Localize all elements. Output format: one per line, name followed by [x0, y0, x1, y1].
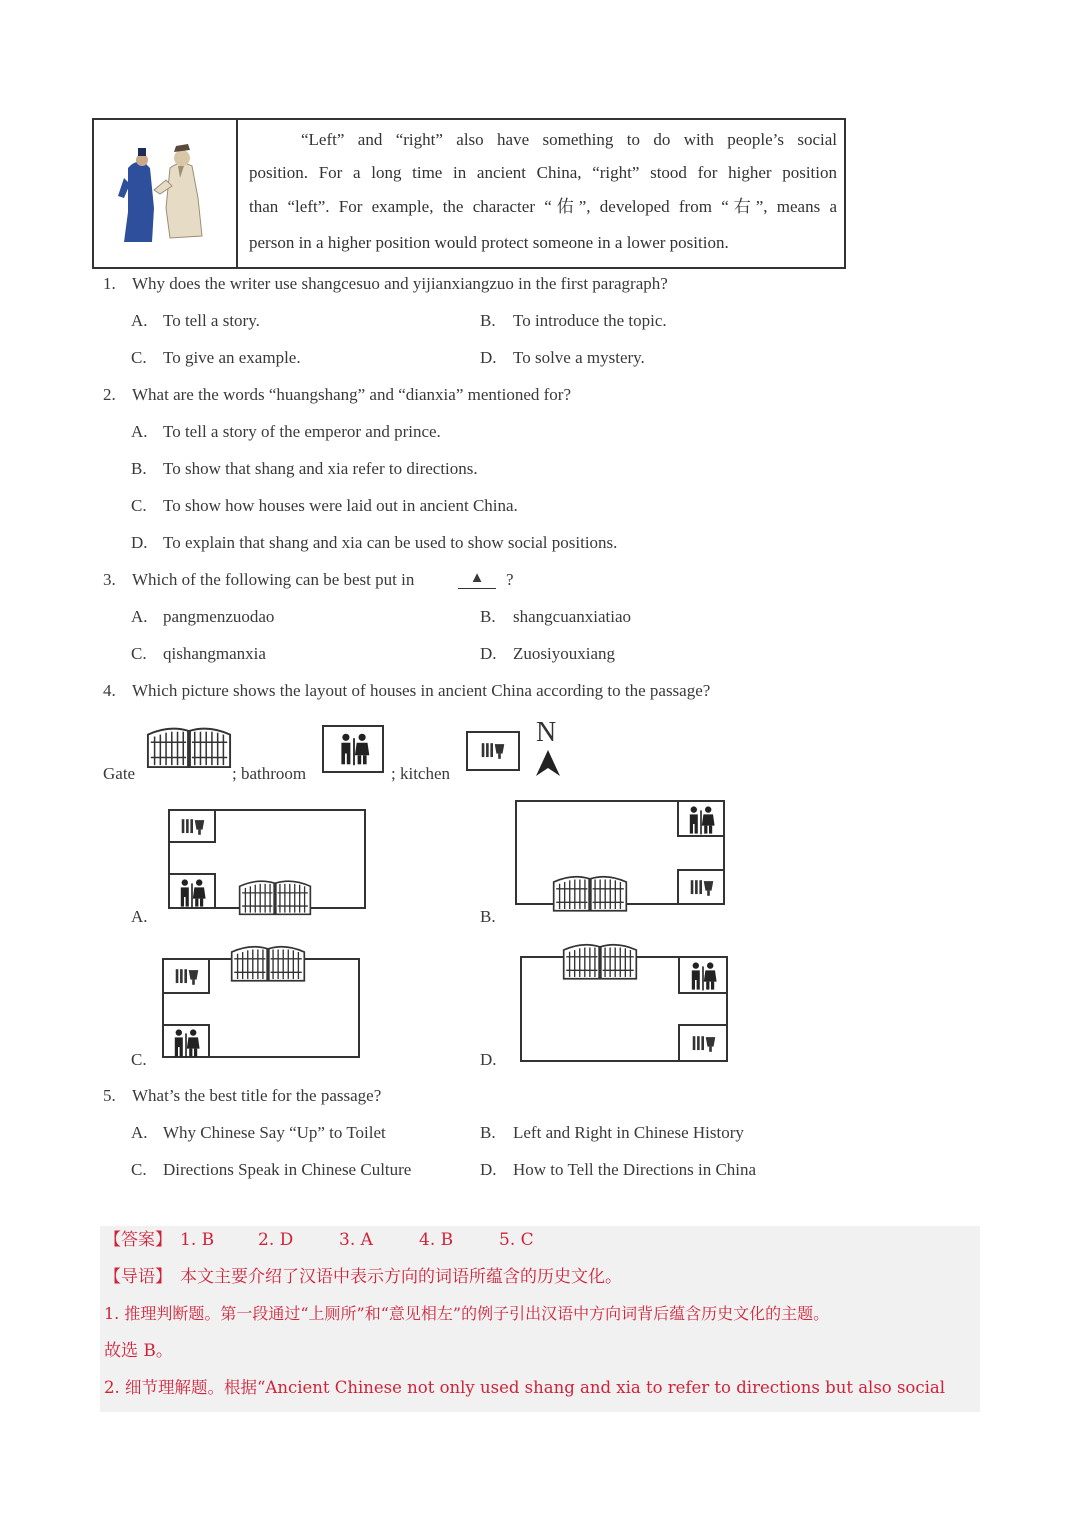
q5-option-d-text[interactable]: How to Tell the Directions in China — [513, 1160, 757, 1179]
question-3-stem-end: ? — [506, 570, 514, 589]
passage-box — [92, 118, 846, 269]
gate-icon — [238, 877, 312, 917]
explanation-line-2: 故选 B。 — [104, 1341, 173, 1361]
diagram-b-kitchen-room — [677, 869, 725, 905]
bathroom-icon — [176, 877, 208, 909]
q5-option-b-letter[interactable]: B. — [480, 1123, 496, 1142]
answer-item-1: 1. B — [180, 1230, 215, 1250]
question-3-stem: Which of the following can be best put in — [132, 570, 415, 589]
bathroom-icon — [687, 960, 719, 992]
q3-option-c-letter[interactable]: C. — [131, 644, 147, 663]
diagram-c-bathroom-room — [162, 1024, 210, 1058]
legend-gate-label: Gate — [103, 764, 136, 783]
q4-option-b-letter[interactable]: B. — [480, 907, 496, 926]
q3-option-b-text[interactable]: shangcuanxiatiao — [513, 607, 632, 626]
question-3-number: 3. — [103, 570, 116, 589]
north-arrow-icon — [534, 748, 562, 778]
q2-option-c-letter[interactable]: C. — [131, 496, 147, 515]
blank-triangle-icon: ▲ — [458, 568, 496, 589]
kitchen-legend-box — [466, 731, 520, 771]
q2-option-b-letter[interactable]: B. — [131, 459, 147, 478]
answer-item-4: 4. B — [419, 1230, 454, 1250]
legend-bathroom-label: ; bathroom — [232, 764, 307, 783]
diagram-d-kitchen-room — [678, 1024, 728, 1062]
bathroom-legend-box — [322, 725, 384, 773]
q2-option-d-letter[interactable]: D. — [131, 533, 148, 552]
answer-item-5: 5. C — [499, 1230, 534, 1250]
question-1-number: 1. — [103, 274, 116, 293]
q5-option-a-text[interactable]: Why Chinese Say “Up” to Toilet — [163, 1123, 386, 1142]
q3-option-a-letter[interactable]: A. — [131, 607, 148, 626]
answer-item-2: 2. D — [258, 1230, 294, 1250]
kitchen-icon — [480, 740, 506, 762]
q5-option-c-letter[interactable]: C. — [131, 1160, 147, 1179]
diagram-d-bathroom-room — [678, 956, 728, 994]
q1-option-c-letter[interactable]: C. — [131, 348, 147, 367]
explanation-line-3: 2. 细节理解题。根据“Ancient Chinese not only used shang and xia to refer to directions but also social — [104, 1378, 946, 1397]
kitchen-icon — [689, 877, 715, 899]
explanation-line-1: 1. 推理判断题。第一段通过“上厕所”和“意见相左”的例子引出汉语中方向词背后蕴含历史文化的主题。 — [104, 1304, 830, 1323]
q1-option-a-letter[interactable]: A. — [131, 311, 148, 330]
q5-option-a-letter[interactable]: A. — [131, 1123, 148, 1142]
question-5-number: 5. — [103, 1086, 116, 1105]
gate-icon — [562, 940, 638, 982]
q1-option-c-text[interactable]: To give an example. — [163, 348, 301, 367]
q3-option-c-text[interactable]: qishangmanxia — [163, 644, 266, 663]
guide-text: 本文主要介绍了汉语中表示方向的词语所蕴含的历史文化。 — [180, 1267, 622, 1287]
q2-option-c-text[interactable]: To show how houses were laid out in ancient China. — [163, 496, 518, 515]
passage-line-2: position. For a long time in ancient China, “right” stood for higher position — [249, 163, 837, 182]
q1-option-a-text[interactable]: To tell a story. — [163, 311, 260, 330]
north-label: N — [536, 717, 557, 748]
q1-option-d-letter[interactable]: D. — [480, 348, 497, 367]
kitchen-icon — [180, 816, 206, 838]
kitchen-icon — [691, 1033, 717, 1055]
guide-label: 【导语】 — [104, 1267, 172, 1287]
q1-option-b-text[interactable]: To introduce the topic. — [513, 311, 667, 330]
diagram-c-kitchen-room — [162, 958, 210, 994]
q2-option-a-text[interactable]: To tell a story of the emperor and prince. — [163, 422, 441, 441]
question-4-number: 4. — [103, 681, 116, 700]
q5-option-c-text[interactable]: Directions Speak in Chinese Culture — [163, 1160, 412, 1179]
question-4-stem: Which picture shows the layout of houses in ancient China according to the passage? — [132, 681, 711, 700]
passage-illustration-cell — [94, 120, 238, 267]
passage-line-4: person in a higher position would protect someone in a lower position. — [249, 233, 729, 252]
passage-line-1: “Left” and “right” also have something to do with people’s social — [301, 130, 837, 149]
q1-option-d-text[interactable]: To solve a mystery. — [513, 348, 645, 367]
q3-option-a-text[interactable]: pangmenzuodao — [163, 607, 275, 626]
bathroom-icon — [170, 1027, 202, 1059]
answer-item-3: 3. A — [339, 1230, 373, 1250]
diagram-a-kitchen-room — [168, 809, 216, 843]
answer-label: 【答案】 — [104, 1230, 172, 1250]
question-2-number: 2. — [103, 385, 116, 404]
bathroom-icon — [685, 804, 717, 836]
passage-line-3: than “left”. For example, the character “佑”, developed from “右”, means a — [249, 197, 837, 216]
question-1-stem: Why does the writer use shangcesuo and yijianxiangzuo in the first paragraph? — [132, 274, 668, 293]
gate-icon — [552, 872, 628, 914]
question-5-stem: What’s the best title for the passage? — [132, 1086, 382, 1105]
ancient-figures-illustration — [114, 138, 214, 248]
q4-option-d-letter[interactable]: D. — [480, 1050, 497, 1069]
question-2-stem: What are the words “huangshang” and “dianxia” mentioned for? — [132, 385, 571, 404]
q5-option-d-letter[interactable]: D. — [480, 1160, 497, 1179]
q4-option-a-letter[interactable]: A. — [131, 907, 148, 926]
q2-option-d-text[interactable]: To explain that shang and xia can be used to show social positions. — [163, 533, 618, 552]
q3-option-d-letter[interactable]: D. — [480, 644, 497, 663]
bathroom-icon — [336, 731, 372, 767]
diagram-b-bathroom-room — [677, 800, 725, 837]
q1-option-b-letter[interactable]: B. — [480, 311, 496, 330]
q2-option-a-letter[interactable]: A. — [131, 422, 148, 441]
q3-option-d-text[interactable]: Zuosiyouxiang — [513, 644, 615, 663]
diagram-a-bathroom-room — [168, 873, 216, 909]
q4-option-c-letter[interactable]: C. — [131, 1050, 147, 1069]
q2-option-b-text[interactable]: To show that shang and xia refer to directions. — [163, 459, 478, 478]
kitchen-icon — [174, 966, 200, 988]
q3-option-b-letter[interactable]: B. — [480, 607, 496, 626]
gate-icon — [230, 942, 306, 984]
legend-kitchen-label: ; kitchen — [391, 764, 451, 783]
q5-option-b-text[interactable]: Left and Right in Chinese History — [513, 1123, 744, 1142]
gate-icon — [146, 724, 232, 770]
